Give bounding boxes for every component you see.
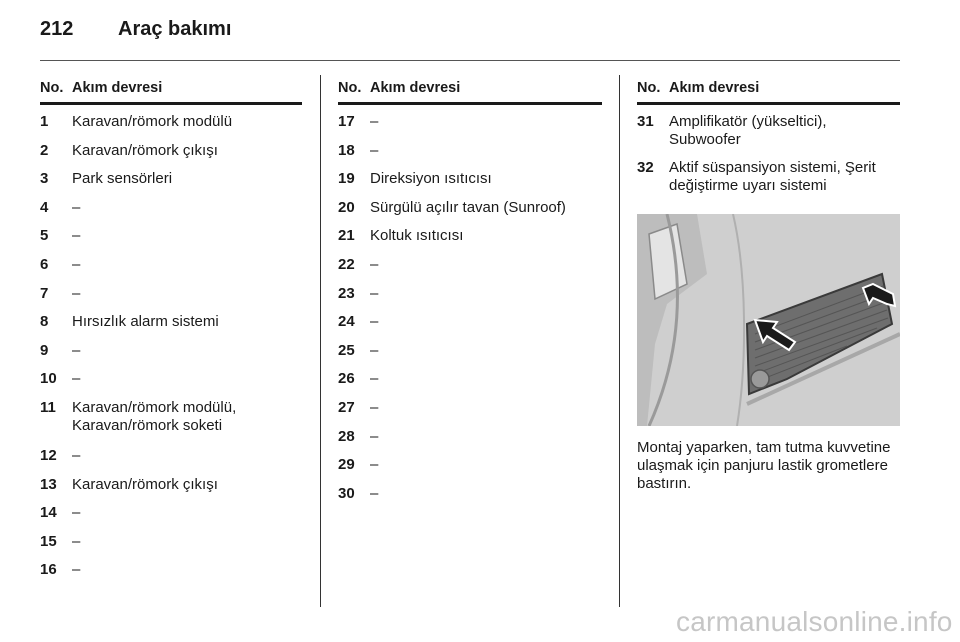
circuit-header: Akım devresi [669,80,760,96]
fuse-number: 21 [338,227,355,245]
fuse-circuit: – [370,113,379,130]
fuse-row [338,485,602,504]
fuse-cover-photo [637,214,900,426]
fuse-row [40,142,302,161]
fuse-circuit: Karavan/römork modülü [72,113,233,130]
fuse-circuit: – [72,446,81,464]
fuse-number: 15 [40,532,57,550]
fuse-row [338,227,602,246]
fuse-row [338,399,602,418]
fuse-rows [40,113,302,580]
fuse-row [637,159,900,195]
fuse-circuit: Karavan/römork modülü, Karavan/römork soketi [72,398,237,434]
fuse-circuit: Direksiyon ısıtıcısı [370,170,492,188]
fuse-row [40,370,302,389]
table-header [338,80,602,105]
fuse-row [40,504,302,523]
fuse-number: 23 [338,284,355,302]
fuse-row [338,370,602,389]
column-divider [619,75,620,607]
fuse-circuit: Aktif süspansiyon sistemi, Şerit değiştirme uyarı sistemi [669,159,876,194]
fuse-circuit: – [370,398,379,416]
fuse-number: 1 [40,113,49,130]
page-number: 212 [40,18,74,40]
fuse-row [40,476,302,495]
fuse-circuit: – [72,370,81,388]
fuse-number: 28 [338,427,355,445]
fuse-rows [338,113,602,503]
fuse-row [338,428,602,447]
fuse-number: 31 [637,113,654,130]
fuse-number: 22 [338,255,355,273]
fuse-number: 11 [40,398,56,416]
fuse-row [338,142,602,161]
fuse-row [338,113,602,132]
fuse-circuit: Amplifikatör (yükseltici), Subwoofer [669,113,827,148]
fuse-circuit: Hırsızlık alarm sistemi [72,313,219,331]
fuse-circuit: – [72,284,81,302]
watermark: carmanualsonline.info [676,606,953,637]
fuse-row [40,170,302,189]
fuse-rows [637,113,900,195]
fuse-number: 7 [40,284,49,302]
fuse-table-column-1 [40,80,302,590]
fuse-row [338,170,602,189]
fuse-row [40,256,302,275]
column-divider [320,75,321,607]
fuse-circuit: – [72,341,81,359]
fuse-circuit: – [370,255,379,273]
no-header: No. [637,80,661,96]
fuse-circuit: – [370,141,379,159]
fuse-circuit: – [72,227,81,245]
table-header [637,80,900,105]
fuse-number: 2 [40,141,49,159]
fuse-number: 19 [338,170,355,188]
fuse-circuit: – [72,504,81,522]
fuse-number: 18 [338,141,355,159]
fuse-number: 32 [637,159,654,176]
fuse-circuit: – [72,255,81,273]
fuse-row [40,285,302,304]
fuse-number: 27 [338,398,355,416]
fuse-number: 24 [338,313,355,331]
fuse-row [40,533,302,552]
circuit-header: Akım devresi [72,80,163,96]
fuse-number: 12 [40,446,57,464]
fuse-number: 14 [40,504,57,522]
fuse-circuit: – [370,484,379,502]
fuse-number: 8 [40,313,49,331]
fuse-row [338,342,602,361]
fuse-row [40,199,302,218]
fuse-circuit: Park sensörleri [72,170,173,188]
fuse-number: 30 [338,484,355,502]
fuse-number: 9 [40,341,49,359]
fuse-row [338,256,602,275]
fuse-row [40,227,302,246]
fuse-row [338,456,602,475]
fuse-row [637,113,900,149]
fuse-number: 17 [338,113,355,130]
header-divider [40,60,900,61]
fuse-row [40,113,302,132]
fuse-row [40,313,302,332]
fuse-row [40,399,302,437]
fuse-number: 6 [40,255,49,273]
fuse-number: 3 [40,170,49,188]
fuse-row [40,561,302,580]
fuse-circuit: – [72,532,81,550]
fuse-circuit: – [370,456,379,474]
fuse-row [338,199,602,218]
fuse-number: 10 [40,370,57,388]
fuse-circuit: – [72,561,81,579]
no-header: No. [338,80,362,96]
fuse-number: 26 [338,370,355,388]
fuse-circuit: – [370,284,379,302]
fuse-row [40,342,302,361]
fuse-row [338,313,602,332]
fuse-circuit: – [72,198,81,216]
fuse-table-column-2 [338,80,602,513]
fuse-circuit: Karavan/römork çıkışı [72,141,218,159]
circuit-header: Akım devresi [370,80,461,96]
fuse-number: 16 [40,561,57,579]
fuse-row [40,447,302,466]
fuse-circuit: Karavan/römork çıkışı [72,475,218,493]
fuse-number: 13 [40,475,57,493]
fuse-number: 4 [40,198,49,216]
table-header [40,80,302,105]
fuse-row [338,285,602,304]
fuse-table-column-3 [637,80,900,205]
fuse-circuit: – [370,370,379,388]
fuse-number: 25 [338,341,355,359]
no-header: No. [40,80,64,96]
fuse-circuit: – [370,313,379,331]
fuse-number: 20 [338,198,355,216]
fuse-number: 5 [40,227,49,245]
fuse-circuit: – [370,341,379,359]
fuse-number: 29 [338,456,355,474]
fuse-circuit: Sürgülü açılır tavan (Sunroof) [370,198,566,216]
installation-note: Montaj yaparken, tam tutma kuvvetine ulaşmak için panjuru lastik grometlere bastırın. [637,439,891,492]
fuse-circuit: – [370,427,379,445]
fuse-circuit: Koltuk ısıtıcısı [370,227,464,245]
page-title: Araç bakımı [118,18,232,40]
